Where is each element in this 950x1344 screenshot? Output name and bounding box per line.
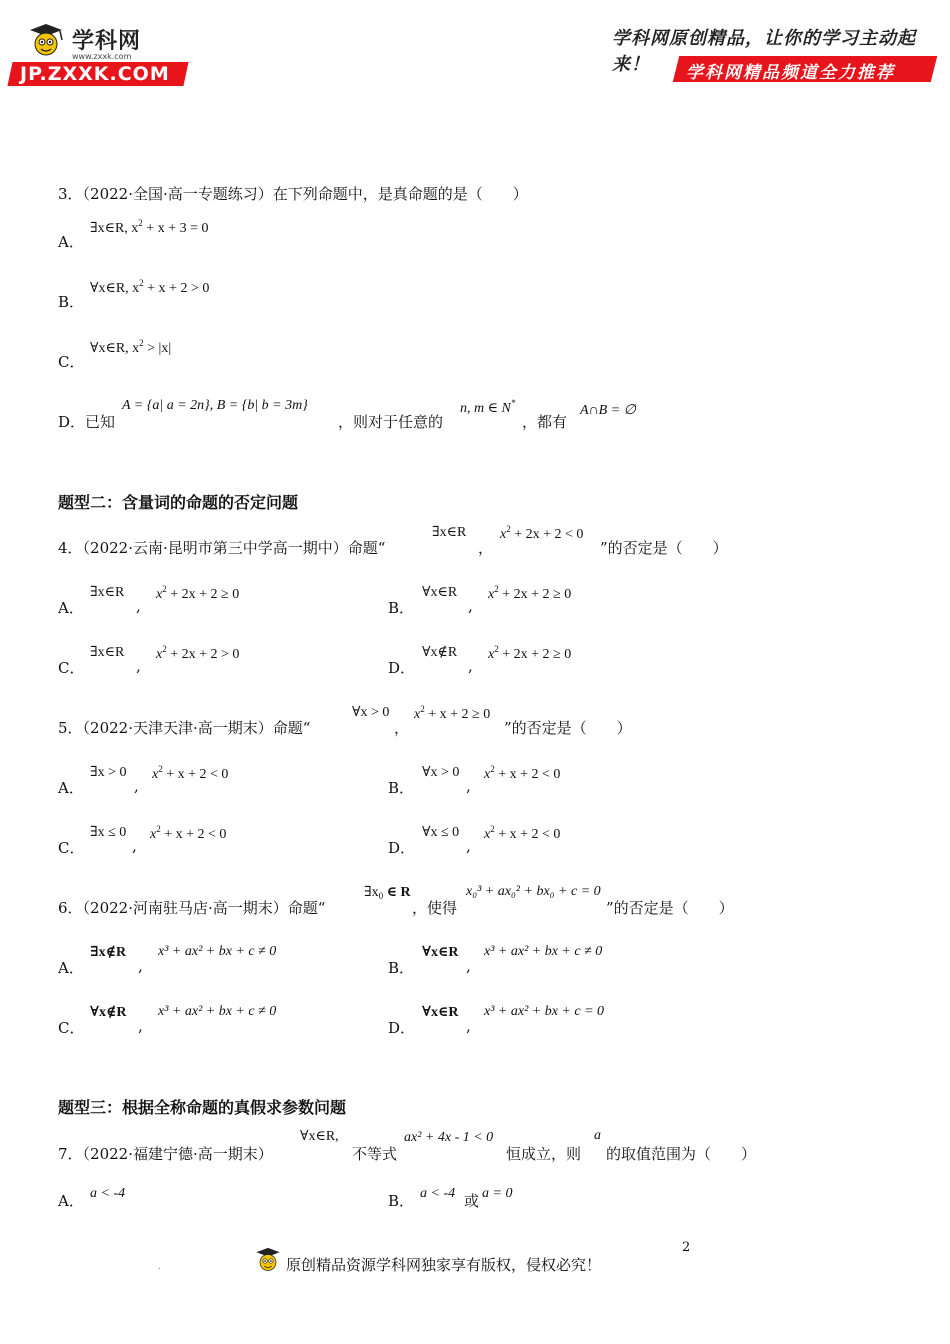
expr-part: + x + 2 ≥ 0 [424, 707, 491, 722]
q4-option-b-quantifier: ∀x∈R [422, 585, 458, 600]
q7-option-b-expr-1: a < -4 [420, 1186, 456, 1201]
q7-option-a-expr: a < -4 [90, 1186, 126, 1201]
comma: , [132, 837, 137, 855]
q7-option-b-expr-2: a = 0 [482, 1186, 513, 1201]
q5-option-a-label: A． [58, 779, 84, 797]
q6-option-c-expr: x³ + ax² + bx + c ≠ 0 [158, 1004, 277, 1019]
q4-option-b-label: B． [388, 599, 415, 617]
exp: 2 [490, 764, 495, 774]
q5-stem-suffix: ”的否定是（ ） [504, 719, 632, 737]
q4-stem-quantifier: ∃x∈R [432, 525, 467, 540]
q5-stem-prefix: 5．（2022·天津天津·高一期末）命题“ [58, 719, 311, 737]
q3-option-c-expr [90, 338, 171, 357]
comma: , [466, 777, 471, 795]
q5-stem-quantifier: ∀x > 0 [352, 705, 390, 720]
q7-stem-expr: ax² + 4x - 1 < 0 [404, 1130, 494, 1145]
q4-option-a-quantifier: ∃x∈R [90, 585, 125, 600]
q4-option-c-label: C． [58, 659, 85, 677]
expr-part: ∃x [364, 885, 379, 900]
comma: , [136, 657, 141, 675]
comma: , [466, 837, 471, 855]
exp: 2 [162, 644, 167, 654]
subscript: 0 [378, 891, 384, 901]
q3-option-a-expr [90, 218, 208, 237]
comma: , [138, 1017, 143, 1035]
q7-stem-quantifier: ∀x∈R, [300, 1129, 339, 1144]
q3-option-c-label: C． [58, 353, 85, 371]
exp: 2 [490, 824, 495, 834]
q5-option-d-label: D． [388, 839, 416, 857]
section-2-title: 题型二：含量词的命题的否定问题 [58, 493, 299, 512]
q7-option-b-or: 或 [464, 1192, 480, 1210]
expr-part: x [488, 647, 495, 662]
expr-part: n, m ∈ N [460, 401, 511, 416]
exp: 2 [420, 704, 425, 714]
q3-option-d-mid2: ，都有 [522, 413, 568, 431]
q4-option-d-label: D． [388, 659, 416, 677]
q7-stem-var: a [594, 1128, 601, 1143]
exp: * [510, 398, 516, 408]
expr-part: + x + 2 < 0 [494, 827, 561, 842]
logo-domain: JP.ZXXK.COM [20, 63, 170, 85]
q3-option-d-mid: ，则对于任意的 [338, 413, 444, 431]
expr-part: ∈ R [383, 885, 411, 900]
q4-option-c-quantifier: ∃x∈R [90, 645, 125, 660]
expr-part: x [156, 587, 163, 602]
q6-option-d-quantifier: ∀x∈R [422, 1005, 459, 1020]
expr-part: + x + 2 < 0 [160, 827, 227, 842]
q5-option-d-expr [484, 824, 560, 843]
mascot-icon [252, 1244, 284, 1278]
q6-option-a-label: A． [58, 959, 84, 977]
logo-title: 学科网 [72, 29, 142, 54]
expr-part: + x + 2 < 0 [162, 767, 229, 782]
q6-stem-mid: ，使得 [412, 899, 458, 917]
exp: 2 [158, 764, 163, 774]
exp: 2 [494, 584, 499, 594]
q3-stem: 3．（2022·全国·高一专题练习）在下列命题中，是真命题的是（ ） [58, 185, 528, 203]
expr-part: ∃x∈R, x [90, 221, 139, 236]
q5-option-b-expr [484, 764, 560, 783]
q7-stem-prefix: 7．（2022·福建宁德·高一期末） [58, 1145, 273, 1163]
expr-part: x [150, 827, 157, 842]
q6-option-c-label: C． [58, 1019, 85, 1037]
q3-option-d-label: D．已知 [58, 413, 116, 431]
q4-option-a-expr [156, 584, 239, 603]
expr-part: x [156, 647, 163, 662]
q4-option-b-expr [488, 584, 571, 603]
q3-option-d-sets: A = {a| a = 2n}, B = {b| b = 3m} [122, 398, 308, 413]
q7-stem-mid: 不等式 [352, 1145, 398, 1163]
expr-part: x [414, 707, 421, 722]
exp: 2 [139, 338, 144, 348]
q7-option-b-label: B． [388, 1192, 415, 1210]
logo-url: www.zxxk.com [72, 52, 132, 61]
q6-stem-prefix: 6．（2022·河南驻马店·高一期末）命题“ [58, 899, 326, 917]
exp: 2 [138, 218, 143, 228]
expr-part: ∀x∈R, x [90, 341, 140, 356]
q3-option-a-label: A． [58, 233, 84, 251]
footer-copyright: 原创精品资源学科网独家享有版权，侵权必究！ [286, 1256, 602, 1274]
q4-stem-expr [500, 524, 583, 543]
exp: 2 [156, 824, 161, 834]
q6-option-b-quantifier: ∀x∈R [422, 945, 459, 960]
expr-part: x [484, 767, 491, 782]
expr-part: + 2x + 2 < 0 [510, 527, 584, 542]
q4-option-d-expr [488, 644, 571, 663]
q6-option-a-quantifier: ∃x∉R [90, 945, 127, 960]
expr-part: x [500, 527, 507, 542]
expr-part: x [484, 827, 491, 842]
q5-option-b-label: B． [388, 779, 415, 797]
expr-part: + x + 3 = 0 [142, 221, 209, 236]
expr-part: + 2x + 2 > 0 [166, 647, 240, 662]
expr-part: + 2x + 2 ≥ 0 [498, 647, 572, 662]
q6-stem-suffix: ”的否定是（ ） [606, 899, 734, 917]
q3-option-b-label: B． [58, 293, 85, 311]
q5-option-d-quantifier: ∀x ≤ 0 [422, 825, 460, 840]
slogan-banner-text: 学科网精品频道全力推荐 [686, 63, 895, 83]
footer-dot: . [158, 1262, 161, 1272]
q6-option-a-expr: x³ + ax² + bx + c ≠ 0 [158, 944, 277, 959]
comma: , [468, 657, 473, 675]
q5-option-c-quantifier: ∃x ≤ 0 [90, 825, 127, 840]
expr-part: + x + 2 > 0 [143, 281, 210, 296]
q4-stem-comma: ， [478, 539, 494, 557]
q6-option-d-label: D． [388, 1019, 416, 1037]
expr-part: x [152, 767, 159, 782]
q4-option-a-label: A． [58, 599, 84, 617]
expr-part: + x + 2 < 0 [494, 767, 561, 782]
expr-part: + 2x + 2 ≥ 0 [166, 587, 240, 602]
exp: 2 [494, 644, 499, 654]
comma: , [134, 777, 139, 795]
expr-part: > |x| [143, 341, 172, 356]
q6-option-c-quantifier: ∀x∉R [90, 1005, 127, 1020]
q7-stem-mid2: 恒成立，则 [506, 1145, 582, 1163]
exp: 2 [162, 584, 167, 594]
comma: , [138, 957, 143, 975]
q6-stem-quantifier [364, 884, 411, 901]
exp: 2 [139, 278, 144, 288]
page-number: 2 [682, 1240, 691, 1255]
q6-option-b-expr: x³ + ax² + bx + c ≠ 0 [484, 944, 603, 959]
q6-stem-expr: x₀³ + ax₀² + bx₀ + c = 0 [466, 884, 601, 899]
q3-option-d-nm [460, 398, 515, 417]
q5-option-c-label: C． [58, 839, 85, 857]
q4-option-d-quantifier: ∀x∉R [422, 645, 458, 660]
comma: , [466, 957, 471, 975]
header-slogan: 学科网原创精品，让你的学习主动起来！ [612, 28, 916, 75]
section-3-title: 题型三：根据全称命题的真假求参数问题 [58, 1098, 347, 1117]
q5-option-a-expr [152, 764, 228, 783]
logo-mascot-area [20, 22, 180, 62]
q6-option-b-label: B． [388, 959, 415, 977]
q7-option-a-label: A． [58, 1192, 84, 1210]
q5-stem-expr [414, 704, 490, 723]
expr-part: ∀x∈R, x [90, 281, 140, 296]
q5-stem-comma: ， [394, 719, 410, 737]
expr-part: + 2x + 2 ≥ 0 [498, 587, 572, 602]
q3-option-b-expr [90, 278, 209, 297]
q4-stem-suffix: ”的否定是（ ） [600, 539, 728, 557]
q5-option-b-quantifier: ∀x > 0 [422, 765, 460, 780]
expr-part: x [488, 587, 495, 602]
q3-option-d-result: A∩B = ∅ [580, 403, 636, 418]
site-logo[interactable] [10, 22, 188, 86]
comma: , [136, 597, 141, 615]
comma: , [468, 597, 473, 615]
mascot-icon [24, 22, 68, 62]
comma: , [466, 1017, 471, 1035]
q7-stem-suffix: 的取值范围为（ ） [606, 1145, 757, 1163]
q4-stem-prefix: 4．（2022·云南·昆明市第三中学高一期中）命题“ [58, 539, 386, 557]
q4-option-c-expr [156, 644, 239, 663]
q6-option-d-expr: x³ + ax² + bx + c = 0 [484, 1004, 605, 1019]
q5-option-a-quantifier: ∃x > 0 [90, 765, 127, 780]
exp: 2 [506, 524, 511, 534]
q5-option-c-expr [150, 824, 226, 843]
